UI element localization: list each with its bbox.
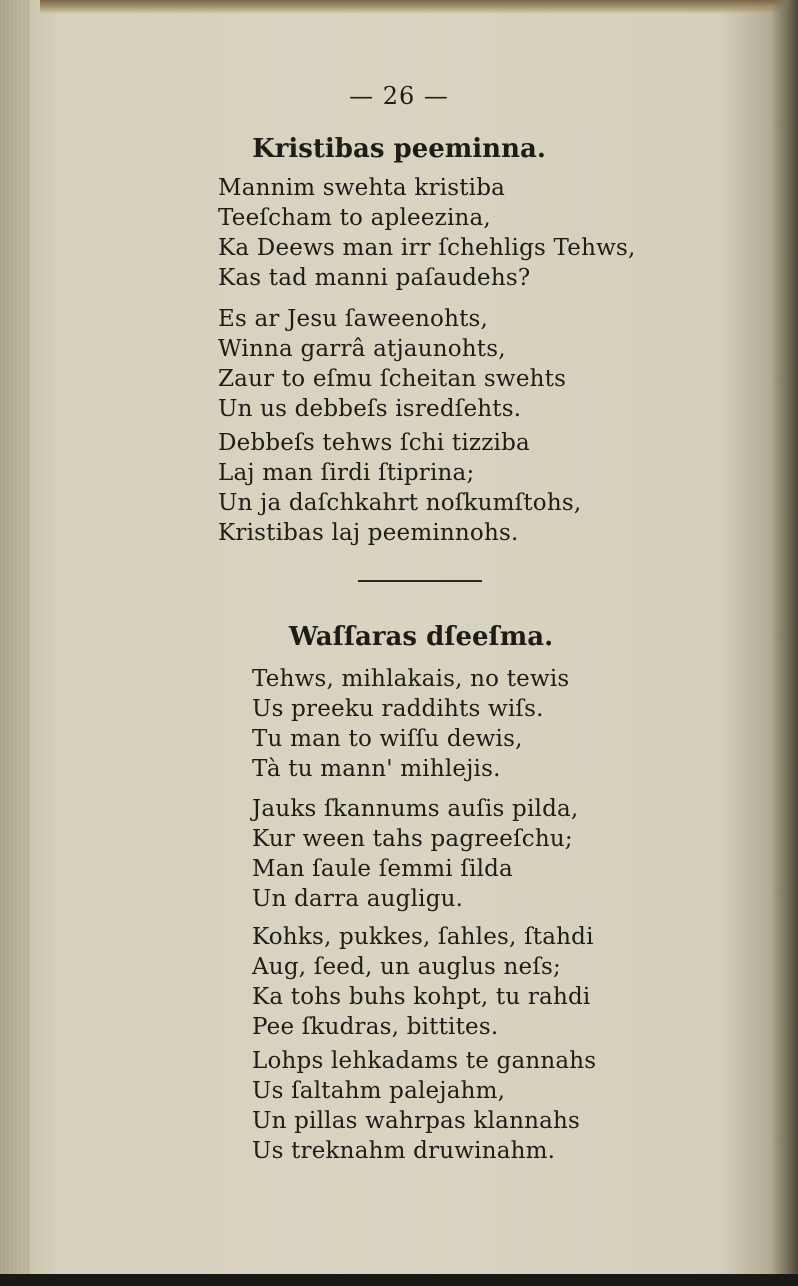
stanza <box>252 664 569 784</box>
verse-line: Man ſaule ſemmi ſilda <box>252 856 513 882</box>
verse-line: Tu man to wiſſu dewis, <box>252 726 523 752</box>
page-top-edge <box>40 0 798 14</box>
stanza <box>218 304 566 424</box>
verse-line: Lohps lehkadams te gannahs <box>252 1048 597 1074</box>
verse-line: Zaur to eſmu ſcheitan swehts <box>218 366 567 392</box>
page-number: — 26 — <box>349 82 449 110</box>
page-bottom-edge <box>0 1274 798 1286</box>
stanza <box>218 428 581 548</box>
verse-line: Aug, ſeed, un auglus neſs; <box>252 954 562 980</box>
verse-line: Laj man ſirdi ſtiprina; <box>218 460 475 486</box>
verse-line: Jauks ſkannums auſis pilda, <box>252 796 579 822</box>
stanza <box>252 1046 596 1166</box>
verse-line: Kur ween tahs pagreeſchu; <box>252 826 573 852</box>
poem-title: Waſſaras dſeeſma. <box>288 622 554 652</box>
verse-line: Ka tohs buhs kohpt, tu rahdi <box>252 984 591 1010</box>
poem-title: Kristibas peeminna. <box>252 134 546 164</box>
verse-line: Kristibas laj peeminnohs. <box>218 520 519 546</box>
stanza <box>218 173 636 293</box>
verse-line: Us treknahm druwinahm. <box>252 1138 556 1164</box>
verse-line: Un pillas wahrpas klannahs <box>252 1108 581 1134</box>
verse-line: Un darra augligu. <box>252 886 464 912</box>
verse-line: Kohks, pukkes, ſahles, ſtahdi <box>252 924 594 950</box>
verse-line: Pee ſkudras, bittites. <box>252 1014 499 1040</box>
verse-line: Es ar Jesu ſaweenohts, <box>218 306 489 332</box>
verse-line: Tà tu mann' mihlejis. <box>252 756 501 782</box>
verse-line: Winna garrâ atjaunohts, <box>218 336 506 362</box>
stanza <box>252 794 578 914</box>
verse-line: Un us debbeſs isredſehts. <box>218 396 522 422</box>
verse-line: Tehws, mihlakais, no tewis <box>252 666 570 692</box>
verse-line: Mannim swehta kristiba <box>218 175 506 201</box>
verse-line: Kas tad manni paſaudehs? <box>218 265 531 291</box>
verse-line: Us ſaltahm palejahm, <box>252 1078 506 1104</box>
verse-line: Ka Deews man irr ſchehligs Tehws, <box>218 235 636 261</box>
verse-line: Debbeſs tehws ſchi tizziba <box>218 430 530 456</box>
section-divider <box>358 580 482 582</box>
verse-line: Us preeku raddihts wiſs. <box>252 696 544 722</box>
stanza <box>252 922 594 1042</box>
verse-line: Teeſcham to apleezina, <box>218 205 491 231</box>
verse-line: Un ja daſchkahrt noſkumſtohs, <box>218 490 582 516</box>
